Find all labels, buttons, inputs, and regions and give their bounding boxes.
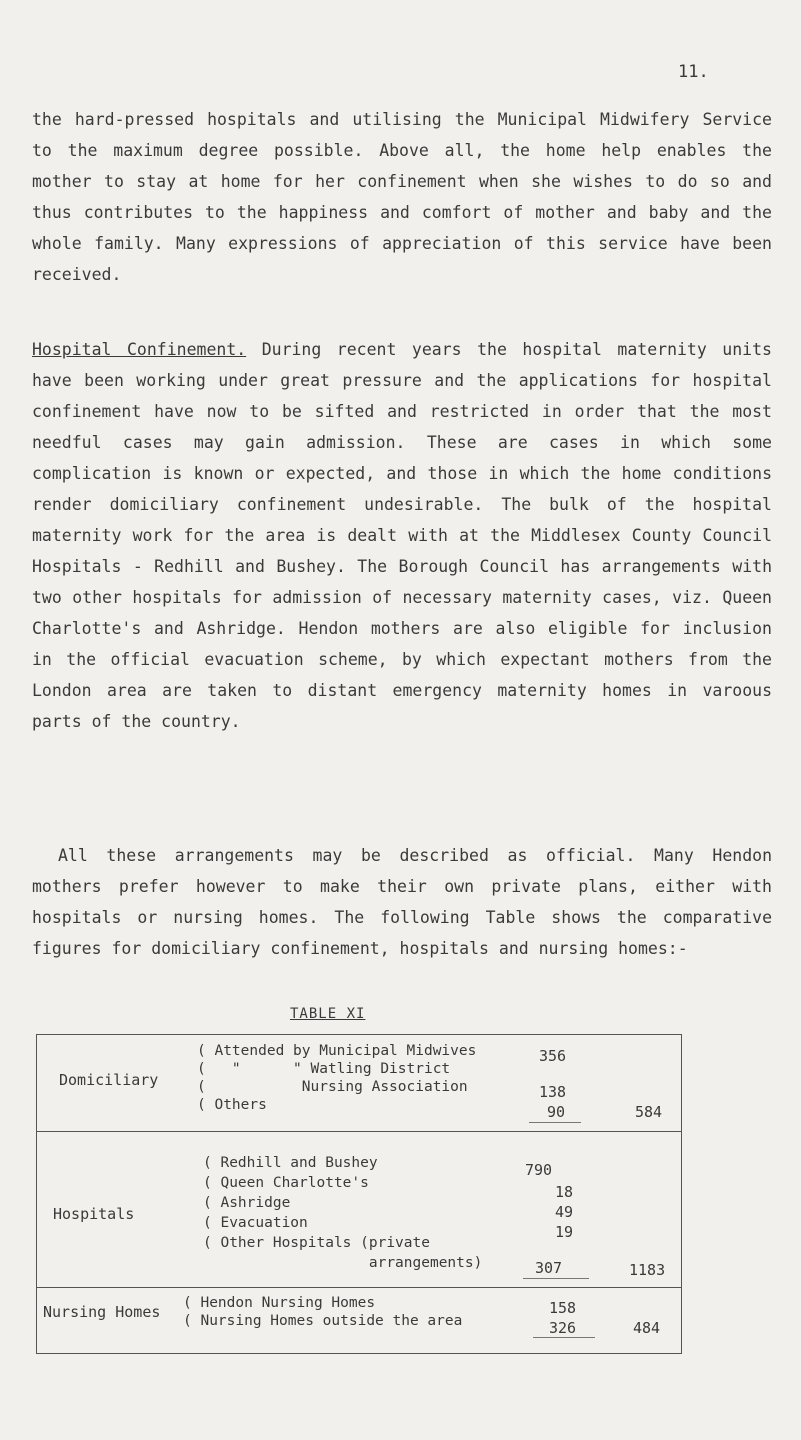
table-line: ( Queen Charlotte's [203, 1175, 369, 1191]
section-total: 584 [635, 1103, 663, 1121]
table-line: ( Redhill and Bushey [203, 1155, 378, 1171]
table-value: 49 [555, 1203, 574, 1221]
table-line: ( Ashridge [203, 1195, 291, 1211]
table-line: ( Hendon Nursing Homes [183, 1295, 376, 1311]
table-value: 19 [555, 1223, 574, 1241]
section-label-nursing-homes: Nursing Homes [43, 1303, 161, 1321]
page-number: 11. [678, 62, 709, 82]
table-value: 158 [549, 1299, 577, 1317]
table-line: ( Nursing Association [197, 1079, 468, 1095]
table-value: 356 [539, 1047, 567, 1065]
table-line: ( Attended by Municipal Midwives [197, 1043, 477, 1059]
paragraph-body: During recent years the hospital maternity units have been working under great pressure and the applications for hospital confinement have now to be sifted and restricted in order that the most needful cases may gain admission. These are cases in which some complication is known or expected, and those in which the home conditions render domiciliary confinement undesirable. The bulk of the hospital maternity work for the area is dealt with at the Middlesex County Council Hospitals - Redhill and Bushey. The Borough Council has arrangements with two other hospitals for admission of necessary maternity cases, viz. Queen Charlotte's and Ashridge. Hendon mothers are also eligible for inclusion in the official evacuation scheme, by which expectant mothers from the London area are taken to distant emergency maternity homes in varoous parts of the country. [32, 340, 772, 731]
table-line: ( Others [197, 1097, 267, 1113]
table-line: ( " " Watling District [197, 1061, 451, 1077]
table-line: ( Evacuation [203, 1215, 308, 1231]
section-label-domiciliary: Domiciliary [59, 1071, 159, 1089]
subtotal-rule [523, 1278, 589, 1279]
section-divider [37, 1287, 681, 1288]
table-line: ( Nursing Homes outside the area [183, 1313, 463, 1329]
table-value: 18 [555, 1183, 574, 1201]
table-title: TABLE XI [290, 1006, 366, 1022]
table-value: 326 [549, 1319, 577, 1337]
paragraph-home-help: the hard-pressed hospitals and utilising the Municipal Midwifery Service to the maximum degree possible. Above all, the home help enables the mother to stay at home for her confinement when she wishes to do so and thus contributes to the happiness and comfort of mother and baby and the whole family. Many expressions of appreciation of this service have been received. [32, 110, 772, 284]
table-value: 790 [525, 1161, 553, 1179]
section-label-hospitals: Hospitals [53, 1205, 135, 1223]
section-divider [37, 1131, 681, 1132]
table-line: ( Other Hospitals (private [203, 1235, 430, 1251]
table-value: 90 [547, 1103, 566, 1121]
subtotal-rule [533, 1337, 595, 1338]
table-line: arrangements) [203, 1255, 483, 1271]
section-total: 484 [633, 1319, 661, 1337]
subtotal-rule [529, 1122, 581, 1123]
paragraph-arrangements: All these arrangements may be described as official. Many Hendon mothers prefer however to make their own private plans, either with hospitals or nursing homes. The following Table shows the comparative figures for domiciliary confinement, hospitals and nursing homes:- [32, 846, 772, 958]
confinement-table [36, 1034, 682, 1354]
table-value: 307 [535, 1259, 563, 1277]
section-heading: Hospital Confinement. [32, 340, 247, 359]
section-total: 1183 [629, 1261, 666, 1279]
paragraph-hospital-confinement [32, 334, 772, 737]
table-value: 138 [539, 1083, 567, 1101]
